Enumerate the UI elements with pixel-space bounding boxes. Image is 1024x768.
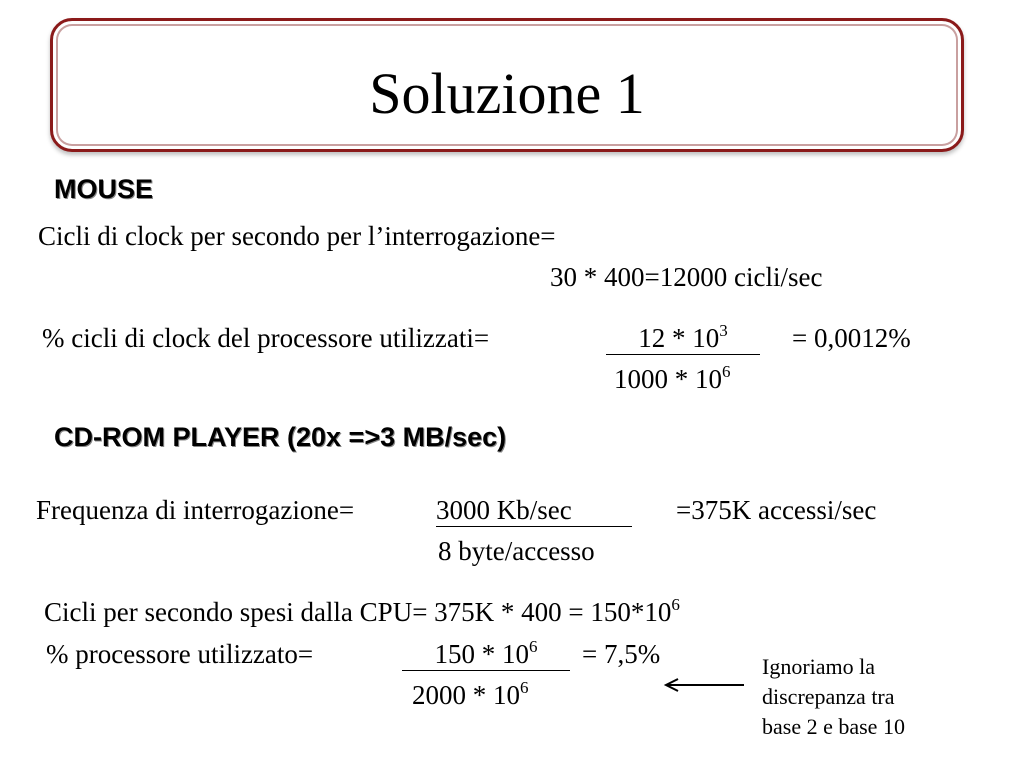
cdrom-result: = 7,5%: [582, 639, 661, 669]
cdrom-freq-denominator: 8 byte/accesso: [438, 536, 595, 566]
mouse-pct-label: % cicli di clock del processore utilizzati=: [42, 323, 490, 353]
side-note-line3: base 2 e base 10: [762, 714, 905, 739]
cdrom-heading: CD-ROM PLAYER (20x =>3 MB/sec): [54, 422, 507, 452]
mouse-fraction-denominator: $1000 * 10^6$: [614, 362, 731, 394]
cdrom-freq-label: Frequenza di interrogazione=: [36, 495, 355, 525]
mouse-result: = 0,0012%: [792, 323, 911, 353]
slide-title: Soluzione 1: [369, 61, 645, 126]
cdrom-fraction-denominator: $2000 * 10^6$: [412, 678, 529, 710]
cdrom-freq-numerator: 3000 Kb/sec: [436, 497, 632, 527]
side-note-line2: discrepanza tra: [762, 684, 895, 709]
mouse-line1: Cicli di clock per secondo per l’interrogazione=: [38, 221, 556, 251]
side-note: [762, 652, 972, 742]
cdrom-fraction-numerator: $150 * 10^6$: [402, 641, 570, 671]
mouse-line2: 30 * 400=12000 cicli/sec: [550, 262, 823, 292]
side-note-line1: Ignoriamo la: [762, 654, 876, 679]
cdrom-pct-label: % processore utilizzato=: [46, 639, 314, 669]
title-box: [50, 18, 964, 152]
mouse-heading: MOUSE: [54, 174, 154, 204]
cdrom-cpu-line: Cicli per secondo spesi dalla $CPU= 375K * 400 = 150*10^6$: [44, 595, 680, 627]
left-arrow-icon: [662, 676, 746, 694]
mouse-fraction-numerator: $12 * 10^3$: [606, 325, 760, 355]
cdrom-freq-result: =375K accessi/sec: [676, 495, 877, 525]
